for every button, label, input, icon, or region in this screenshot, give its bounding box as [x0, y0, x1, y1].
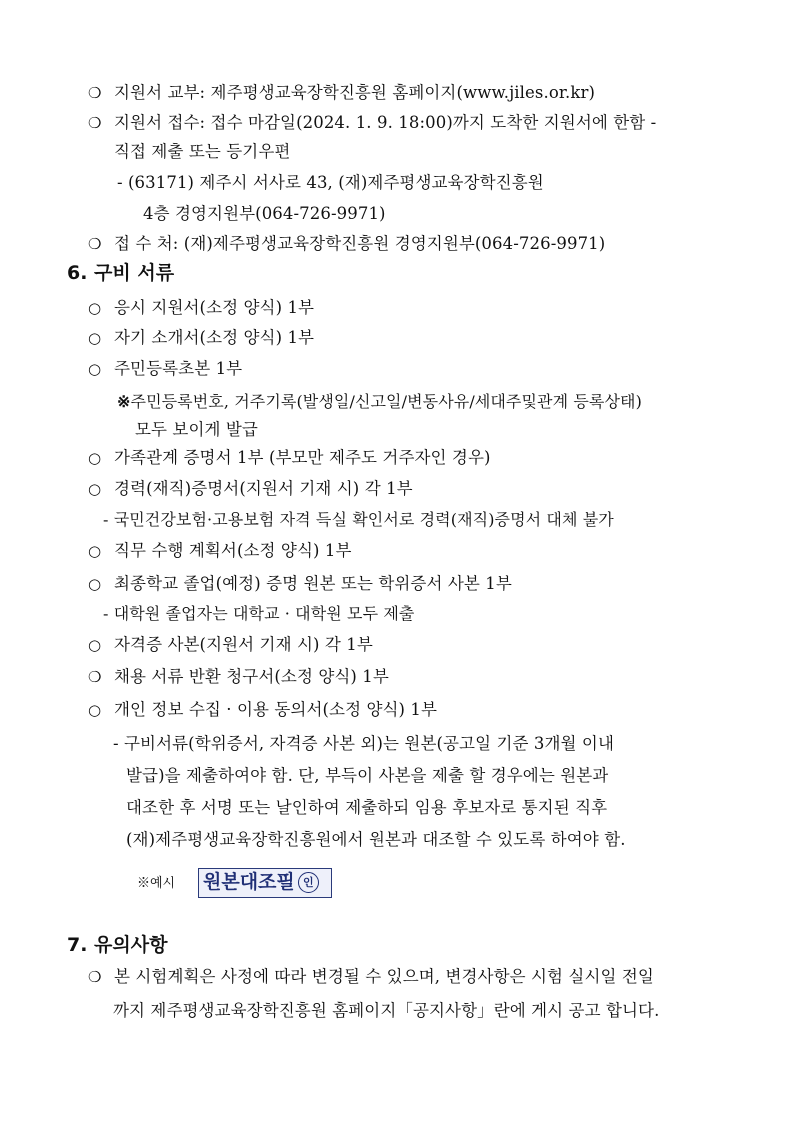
- list-item: ○ 응시 지원서(소정 양식) 1부: [88, 298, 315, 317]
- filled-circle-bullet-icon: ❍: [88, 968, 102, 986]
- hollow-circle-bullet-icon: ○: [88, 701, 102, 719]
- list-item: ○ 가족관계 증명서 1부 (부모만 제주도 거주자인 경우): [88, 448, 491, 467]
- seal-icon: 인: [298, 872, 319, 893]
- list-item: ○ 자격증 사본(지원서 기재 시) 각 1부: [88, 635, 373, 654]
- hollow-circle-bullet-icon: ○: [88, 449, 102, 467]
- original-verified-stamp: 원본대조필 인: [198, 868, 332, 898]
- list-item: ❍ 본 시험계획은 사정에 따라 변경될 수 있으며, 변경사항은 시험 실시일 전일: [88, 967, 654, 986]
- paragraph-line: 대조한 후 서명 또는 날인하여 제출하되 임용 후보자로 통지된 직후: [126, 798, 608, 817]
- note-line: ※주민등록번호, 거주기록(발생일/신고일/변동사유/세대주및관계 등록상태): [117, 392, 642, 411]
- sub-item: - 국민건강보험·고용보험 자격 득실 확인서로 경력(재직)증명서 대체 불가: [103, 510, 614, 529]
- section-heading: 7. 유의사항: [67, 934, 168, 956]
- list-item: ❍ 채용 서류 반환 청구서(소정 양식) 1부: [88, 667, 389, 686]
- hollow-circle-bullet-icon: ○: [88, 299, 102, 317]
- paragraph-line: - 구비서류(학위증서, 자격증 사본 외)는 원본(공고일 기준 3개월 이내: [113, 734, 615, 753]
- reference-mark-icon: ※: [117, 392, 131, 411]
- hollow-circle-bullet-icon: ○: [88, 480, 102, 498]
- example-label: ※예시: [137, 876, 176, 891]
- hollow-circle-bullet-icon: ○: [88, 360, 102, 378]
- list-item: ❍ 접 수 처: (재)제주평생교육장학진흥원 경영지원부(064-726-9971): [88, 234, 606, 253]
- list-item: ❍ 지원서 접수: 접수 마감일(2024. 1. 9. 18:00)까지 도착한 지원서에 한함 -: [88, 113, 657, 132]
- list-item-continuation: 직접 제출 또는 등기우편: [114, 142, 291, 161]
- filled-circle-bullet-icon: ❍: [88, 84, 102, 102]
- hollow-circle-bullet-icon: ○: [88, 542, 102, 560]
- hollow-circle-bullet-icon: ○: [88, 329, 102, 347]
- filled-circle-bullet-icon: ❍: [88, 235, 102, 253]
- list-item: ❍ 지원서 교부: 제주평생교육장학진흥원 홈페이지(www.jiles.or.kr): [88, 83, 595, 102]
- hollow-circle-bullet-icon: ○: [88, 636, 102, 654]
- paragraph-line: 발급)을 제출하여야 함. 단, 부득이 사본을 제출 할 경우에는 원본과: [126, 766, 609, 785]
- list-item: ○ 주민등록초본 1부: [88, 359, 243, 378]
- address-line: - (63171) 제주시 서사로 43, (재)제주평생교육장학진흥원: [117, 173, 544, 192]
- list-item: ○ 최종학교 졸업(예정) 증명 원본 또는 학위증서 사본 1부: [88, 574, 512, 593]
- address-line: 4층 경영지원부(064-726-9971): [143, 204, 386, 223]
- list-item: ○ 개인 정보 수집 · 이용 동의서(소정 양식) 1부: [88, 700, 438, 719]
- filled-circle-bullet-icon: ❍: [88, 114, 102, 132]
- hollow-circle-bullet-icon: ○: [88, 575, 102, 593]
- list-item: ○ 직무 수행 계획서(소정 양식) 1부: [88, 541, 352, 560]
- filled-circle-bullet-icon: ❍: [88, 668, 102, 686]
- list-item: ○ 자기 소개서(소정 양식) 1부: [88, 328, 315, 347]
- list-item: ○ 경력(재직)증명서(지원서 기재 시) 각 1부: [88, 479, 413, 498]
- note-line: 모두 보이게 발급: [135, 420, 258, 439]
- sub-item: - 대학원 졸업자는 대학교 · 대학원 모두 제출: [103, 604, 415, 623]
- section-heading: 6. 구비 서류: [67, 262, 175, 284]
- paragraph-line: (재)제주평생교육장학진흥원에서 원본과 대조할 수 있도록 하여야 함.: [126, 830, 626, 849]
- list-item-continuation: 까지 제주평생교육장학진흥원 홈페이지「공지사항」란에 게시 공고 합니다.: [113, 1001, 660, 1020]
